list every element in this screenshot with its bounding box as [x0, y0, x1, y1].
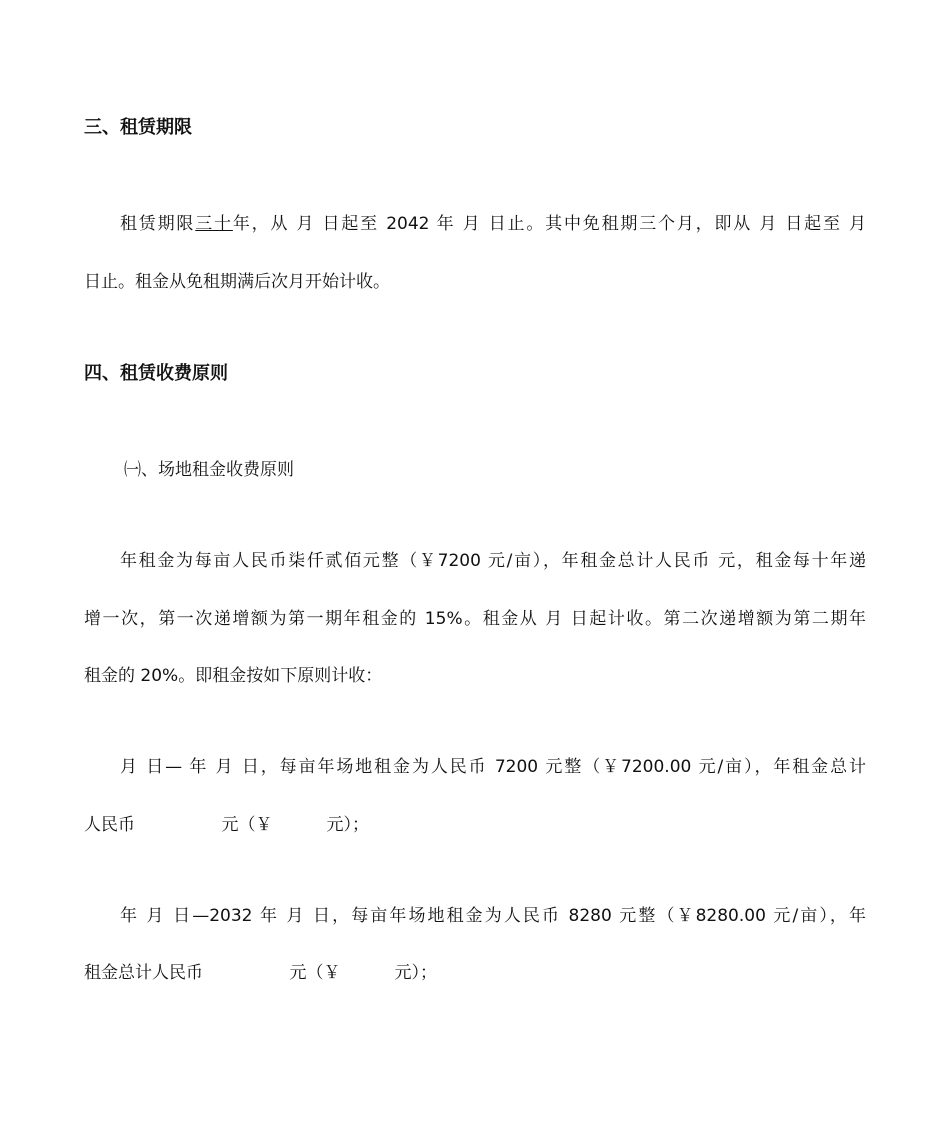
subsection-heading-site-rent: ㈠、场地租金收费原则: [124, 460, 294, 480]
rent-period-1-line-2: 人民币 元（￥ 元）；: [84, 815, 369, 835]
rent-period-1-line-1: 月 日— 年 月 日，每亩年场地租金为人民币 7200 元整（￥7200.00 元/亩），年租金总计: [120, 757, 866, 777]
lease-term-years: 三十: [195, 214, 233, 234]
rent-paragraph-line-1: 年租金为每亩人民币柒仟贰佰元整（￥7200 元/亩），年租金总计人民币 元，租金每十年递: [120, 551, 866, 571]
lease-term-text-a: 租赁期限: [120, 214, 196, 234]
lease-term-paragraph-line-2: 日止。租金从免租期满后次月开始计收。: [84, 272, 390, 292]
section-heading-lease-term: 三、租赁期限: [84, 117, 192, 138]
rent-paragraph-line-3: 租金的 20%。即租金按如下原则计收：: [84, 666, 383, 686]
rent-period-2-line-2: 租金总计人民币 元（￥ 元）；: [84, 963, 437, 983]
rent-period-2-line-1: 年 月 日—2032 年 月 日，每亩年场地租金为人民币 8280 元整（￥8280.00 元/亩），年: [120, 906, 866, 926]
lease-term-text-b: 年，从 月 日起至 2042 年 月 日止。其中免租期三个月，即从 月 日起至 月: [232, 214, 866, 234]
rent-paragraph-line-2: 增一次，第一次递增额为第一期年租金的 15%。租金从 月 日起计收。第二次递增额为第二期年: [84, 609, 866, 629]
lease-term-paragraph-line-1: [84, 212, 866, 236]
section-heading-fee-principles: 四、租赁收费原则: [84, 363, 228, 384]
